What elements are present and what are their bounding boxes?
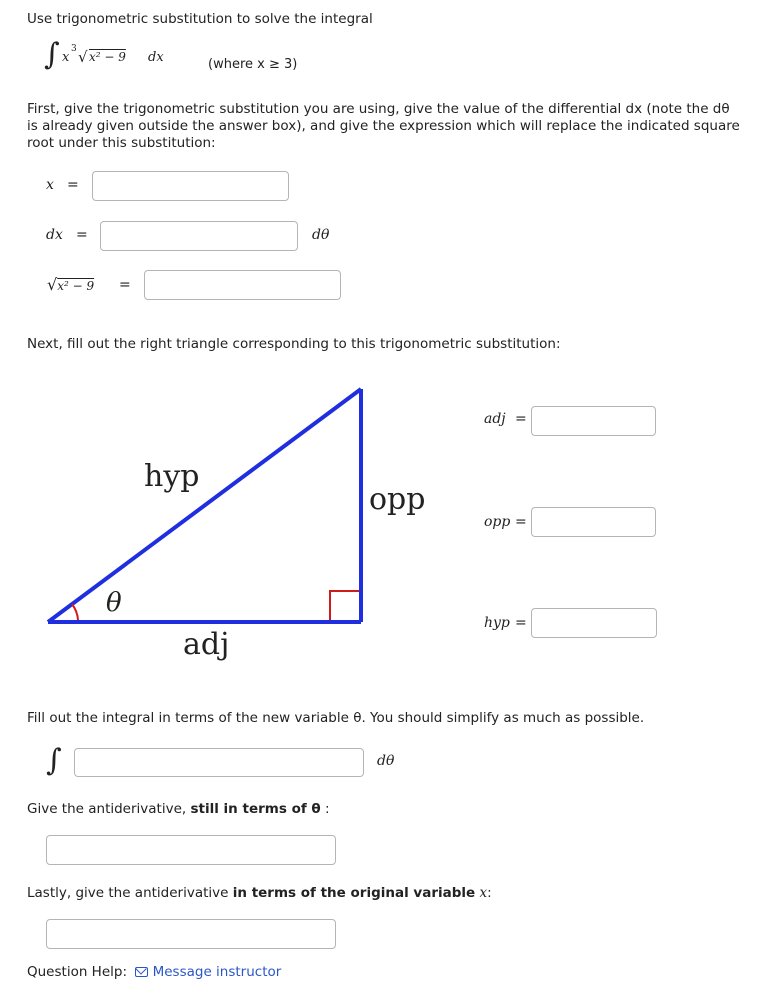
integral-condition: (where x ≥ 3) [208,57,298,72]
right-triangle-diagram [0,380,470,670]
dx-dtheta-label: dθ [312,227,330,243]
sqrt-expression-label [47,275,94,294]
instructions: First, give the trigonometric substitution you are using, give the value of the differential dx (note the dθ is already given outside the answer box), and give the expression which will replace the indicated square root under this substitution: [27,101,740,151]
message-instructor-text[interactable]: Message instructor [152,964,282,980]
radical-sign: √ [78,48,88,66]
question-intro: Use trigonometric substitution to solve the integral [27,11,373,27]
opp-field-equals: = [515,514,527,530]
integral-sign: ∫ [44,37,60,72]
antideriv-theta-prefix: Give the antiderivative, [27,801,191,817]
antideriv-x-input[interactable] [46,919,336,949]
theta-angle-label: θ [106,588,122,618]
integral-dtheta-label: dθ [377,753,395,769]
antideriv-x-var: x [475,885,488,901]
right-angle-marker [330,591,359,620]
dx-input[interactable] [100,221,298,251]
antideriv-theta-input[interactable] [46,835,336,865]
opp-input[interactable] [531,507,656,537]
hyp-input[interactable] [531,608,657,638]
sqrt-replacement-input[interactable] [144,270,341,300]
antideriv-x-prompt [27,885,492,902]
x-substitution-input[interactable] [92,171,289,201]
antideriv-theta-suffix: : [320,801,330,817]
hyp-field-label: hyp [484,615,510,631]
theta-angle-arc [72,604,78,620]
dx-label: dx [46,227,63,243]
antideriv-theta-bold: still in terms of θ [190,801,321,817]
antideriv-x-bold: in terms of the original variable [232,885,476,901]
integral-theta-input[interactable] [74,748,364,777]
antideriv-x-suffix: : [487,885,492,901]
x-label: x [46,177,54,193]
question-help [27,964,281,981]
message-instructor-link[interactable] [135,964,281,980]
opp-side-label: opp [369,482,426,517]
adj-field-equals: = [515,411,527,427]
antideriv-theta-prompt [27,801,330,818]
hyp-side-label: hyp [144,459,200,494]
sqrt-radicand: x² − 9 [57,279,95,293]
sqrt-equals: = [119,277,131,293]
integrand-dx: dx [148,50,164,65]
integrand-radicand: x² − 9 [89,50,126,64]
sqrt-radical-sign: √ [47,275,58,294]
integral-theta-prompt: Fill out the integral in terms of the new variable θ. You should simplify as much as possible. [27,710,645,726]
triangle-heading: Next, fill out the right triangle corresponding to this trigonometric substitution: [27,336,561,352]
dx-equals: = [76,227,88,243]
x-equals: = [67,177,79,193]
integrand-power: x [62,50,70,65]
hyp-field-equals: = [515,615,527,631]
mail-icon [135,967,148,977]
adj-field-label: adj [484,411,506,427]
integrand-exponent: 3 [71,44,77,54]
hypotenuse-side [48,389,361,622]
adj-input[interactable] [531,406,656,436]
question-help-label: Question Help: [27,964,127,980]
opp-field-label: opp [484,514,511,530]
integral-theta-sign: ∫ [46,743,62,778]
antideriv-x-prefix: Lastly, give the antiderivative [27,885,233,901]
adj-side-label: adj [183,627,230,662]
